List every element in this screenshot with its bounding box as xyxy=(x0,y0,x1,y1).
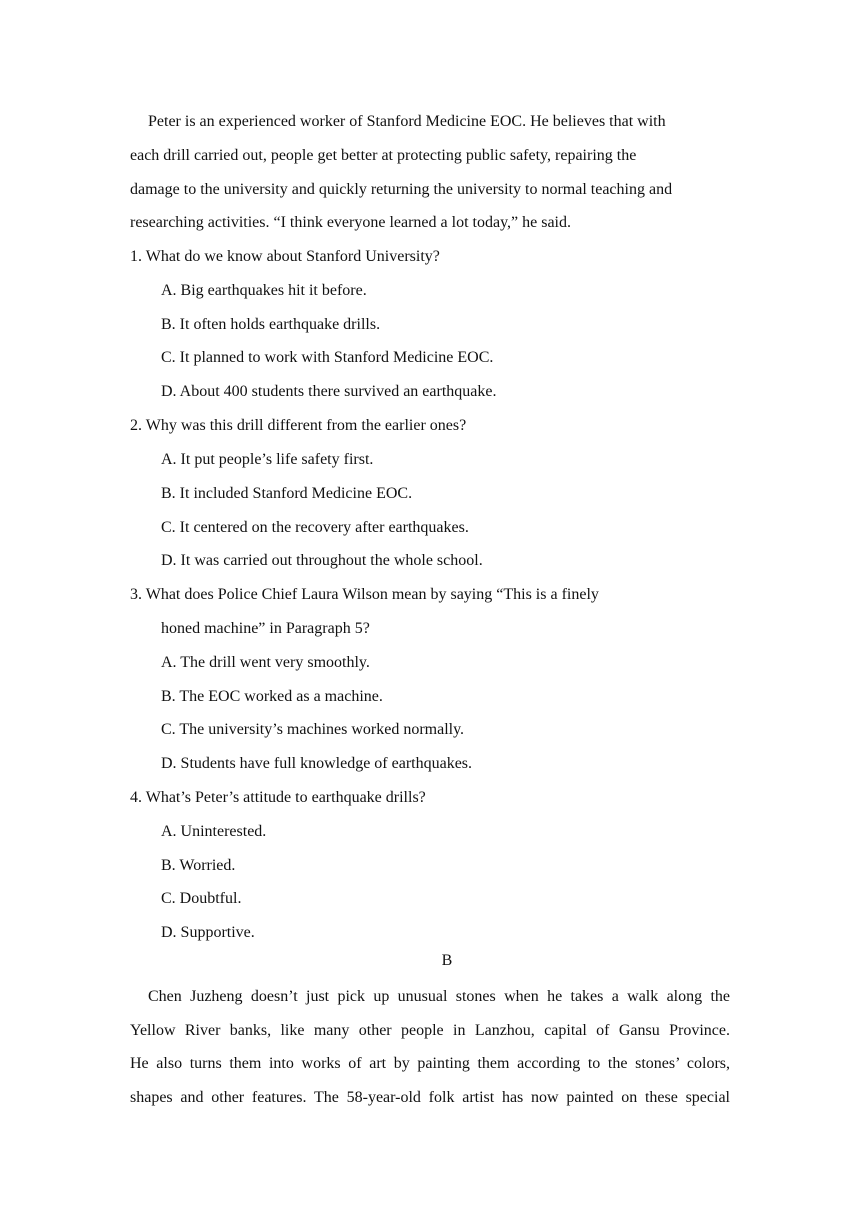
answer-option: C. Doubtful. xyxy=(161,890,242,907)
answer-option: C. It planned to work with Stanford Medicine EOC. xyxy=(161,349,494,366)
passage-b-line: Chen Juzheng doesn’t just pick up unusual stones when he takes a walk along the xyxy=(148,988,730,1005)
answer-option: B. It included Stanford Medicine EOC. xyxy=(161,485,413,502)
passage-b-line: He also turns them into works of art by painting them according to the stones’ colors, xyxy=(130,1055,730,1072)
answer-option: B. Worried. xyxy=(161,857,236,874)
question-stem: 2. Why was this drill different from the earlier ones? xyxy=(130,417,467,434)
answer-option: D. About 400 students there survived an earthquake. xyxy=(161,383,497,400)
answer-option: D. Students have full knowledge of earthquakes. xyxy=(161,755,473,772)
answer-option: A. Big earthquakes hit it before. xyxy=(161,282,367,299)
answer-option: D. Supportive. xyxy=(161,924,255,941)
passage-a-line: Peter is an experienced worker of Stanford Medicine EOC. He believes that with xyxy=(148,113,666,130)
answer-option: B. It often holds earthquake drills. xyxy=(161,316,381,333)
passage-b-line: Yellow River banks, like many other people in Lanzhou, capital of Gansu Province. xyxy=(130,1022,730,1039)
question-stem: 3. What does Police Chief Laura Wilson mean by saying “This is a finely xyxy=(130,586,599,603)
passage-b-line: shapes and other features. The 58-year-old folk artist has now painted on these special xyxy=(130,1089,730,1106)
passage-a-line: damage to the university and quickly returning the university to normal teaching and xyxy=(130,181,673,198)
answer-option: C. The university’s machines worked normally. xyxy=(161,721,465,738)
answer-option: A. Uninterested. xyxy=(161,823,267,840)
answer-option: B. The EOC worked as a machine. xyxy=(161,688,383,705)
answer-option: A. The drill went very smoothly. xyxy=(161,654,370,671)
answer-option: D. It was carried out throughout the whole school. xyxy=(161,552,483,569)
section-heading: B xyxy=(441,952,453,969)
passage-a-line: researching activities. “I think everyone learned a lot today,” he said. xyxy=(130,214,571,231)
question-stem: 1. What do we know about Stanford University? xyxy=(130,248,440,265)
passage-a-line: each drill carried out, people get better at protecting public safety, repairing the xyxy=(130,147,637,164)
answer-option: C. It centered on the recovery after earthquakes. xyxy=(161,519,469,536)
question-stem-continued: honed machine” in Paragraph 5? xyxy=(161,620,370,637)
answer-option: A. It put people’s life safety first. xyxy=(161,451,374,468)
question-stem: 4. What’s Peter’s attitude to earthquake drills? xyxy=(130,789,426,806)
